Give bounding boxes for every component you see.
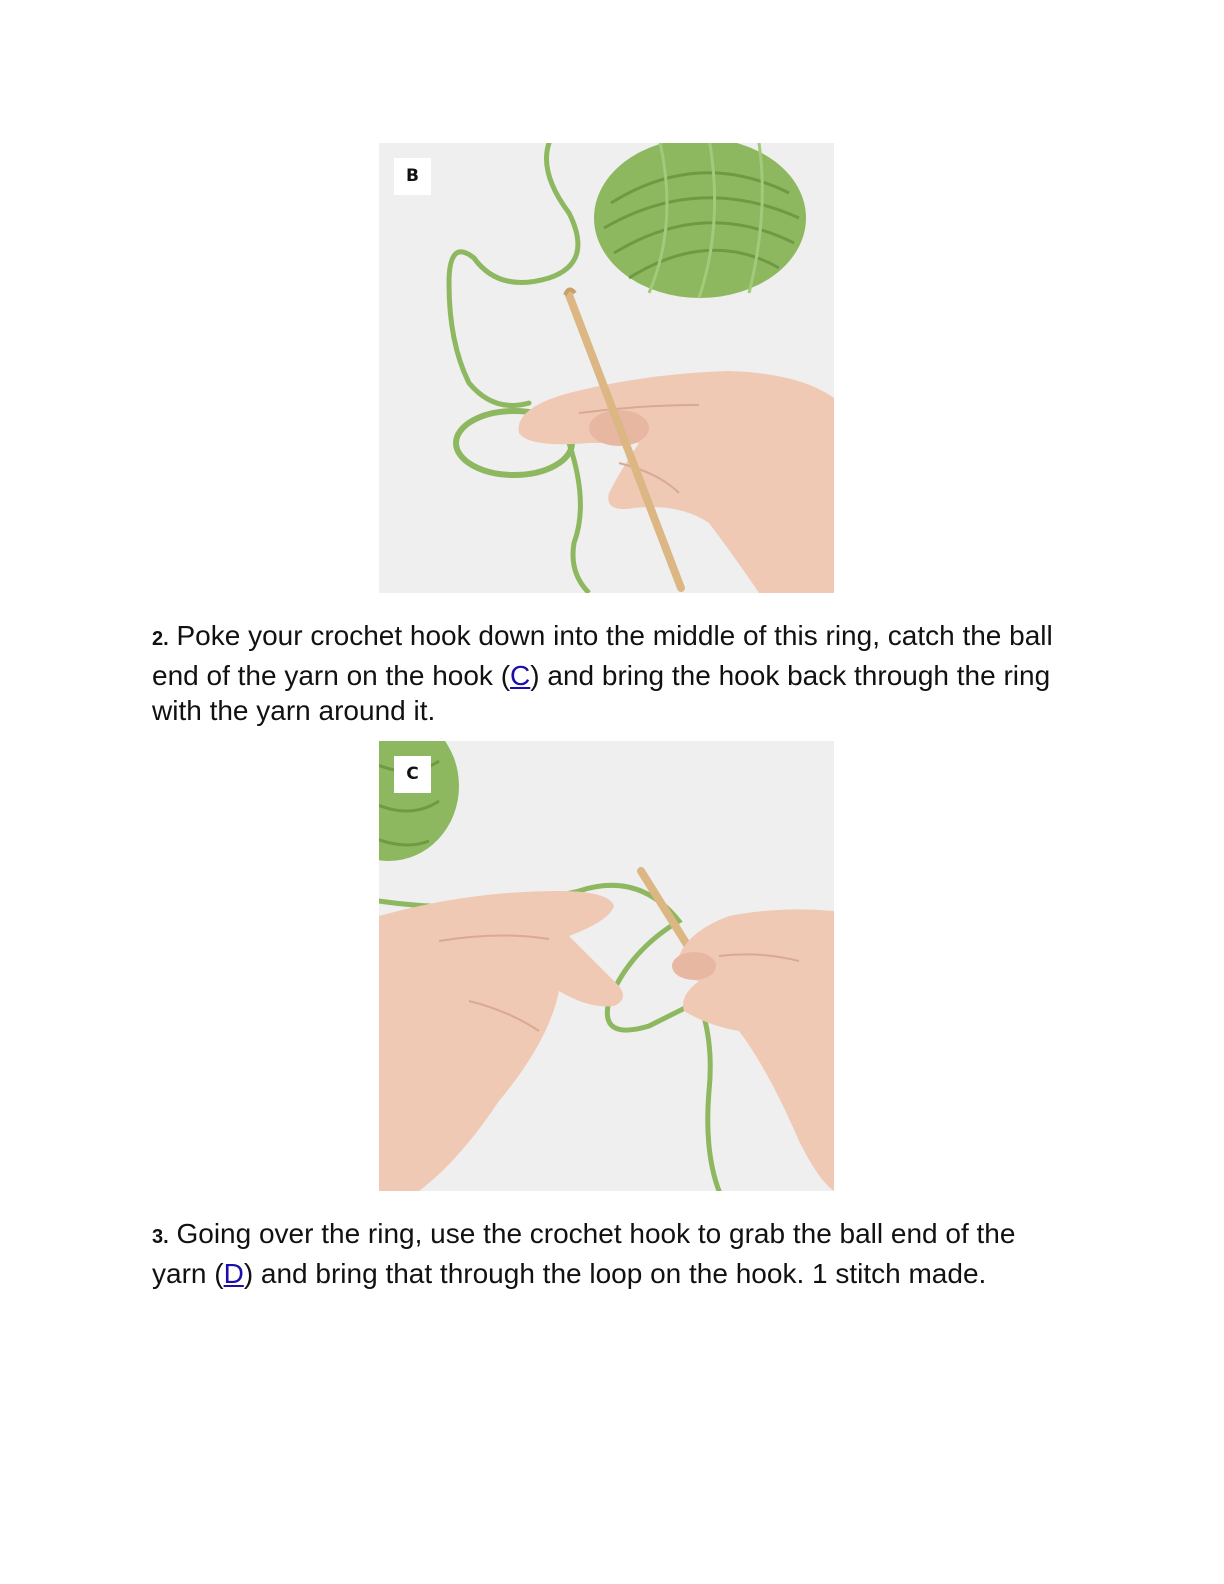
photo-c-illustration (379, 741, 834, 1191)
step-text-before: Going over the ring, use the crochet hook to grab the ball end of the yarn ( (152, 1218, 1016, 1289)
step-text-after: ) and bring that through the loop on the hook. 1 stitch made. (243, 1257, 987, 1289)
crochet-hook (641, 871, 691, 951)
photo-label-c: C (394, 756, 431, 793)
photo-b-yarn-ring-on-fingers (379, 143, 834, 593)
step-text-before: Poke your crochet hook down into the middle of this ring, catch the ball end of the yarn on the hook ( (152, 620, 1053, 691)
photo-label-b: B (394, 158, 431, 195)
figure-link-d[interactable]: D (223, 1257, 244, 1289)
right-hand (672, 909, 834, 1191)
photo-b-illustration (379, 143, 834, 593)
step-number: 3. (152, 1226, 169, 1248)
step-3-instruction (152, 1216, 1072, 1291)
figure-link-c[interactable]: C (510, 659, 531, 691)
hand (519, 371, 834, 593)
step-text-after: ) and bring the hook back through the ring with the yarn around it. (152, 659, 1051, 726)
step-number: 2. (152, 628, 169, 650)
yarn-strand (449, 143, 578, 406)
step-2-instruction (152, 618, 1072, 729)
left-hand (379, 891, 623, 1191)
photo-c-hook-through-ring (379, 741, 834, 1191)
yarn-ball (594, 143, 806, 298)
